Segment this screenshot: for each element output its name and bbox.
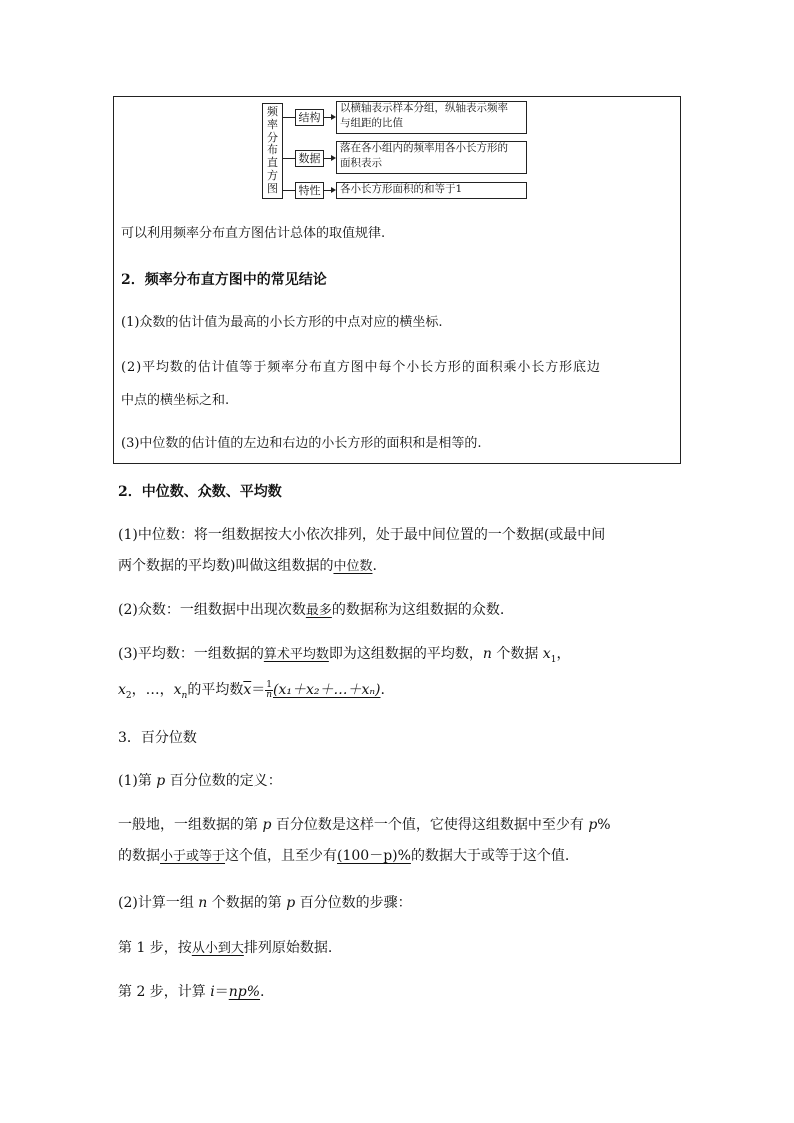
blank-answer: 算术平均数 [263, 647, 329, 662]
paragraph-mean [118, 644, 570, 670]
text: ，…， [131, 682, 174, 698]
blank-answer: (100－p)% [337, 848, 411, 864]
subscript: n [181, 690, 188, 701]
math-var: p [156, 773, 166, 789]
fraction-denominator: n [266, 689, 273, 700]
paragraph-mode [118, 600, 504, 621]
text: 第 1 步，按 [118, 940, 192, 956]
diagram-desc-text: 以横轴表示样本分组，纵轴表示频率 [340, 102, 508, 114]
text: 排列原始数据. [243, 940, 333, 956]
text: 的平均数 [187, 682, 244, 698]
text: % [597, 817, 611, 833]
text: 这个值，且至少有 [225, 848, 338, 864]
text: (2)计算一组 [118, 895, 199, 911]
math-var: n [198, 895, 208, 911]
subscript: 1 [550, 654, 557, 665]
diagram-desc-text: 落在各小组内的频率用各小长方形的 [340, 142, 508, 154]
math-var: n [482, 646, 492, 662]
paragraph-percentile-body [118, 815, 611, 835]
math-var: p [262, 817, 272, 833]
diagram-desc-text: 与组距的比值 [340, 117, 403, 129]
step-2 [118, 982, 264, 1002]
connector [283, 190, 295, 191]
box-item-2: (2)平均数的估计值等于频率分布直方图中每个小长方形的面积乘小长方形底边 [121, 360, 601, 375]
section-heading: 3．百分位数 [118, 730, 197, 746]
diagram-root-label: 频率分布直方图 [267, 105, 278, 195]
text: 个数据的第 [207, 895, 287, 911]
text: (2)众数：一组数据中出现次数 [118, 602, 306, 618]
paragraph-median [118, 556, 377, 577]
paragraph-percentile-body [118, 846, 569, 867]
blank-answer: (x₁＋x₂＋…＋xₙ) [272, 682, 381, 698]
math-var: x [118, 682, 126, 698]
connector [283, 158, 295, 159]
text: 的数据 [118, 848, 160, 864]
blank-answer: 从小到大 [191, 941, 244, 956]
connector [283, 117, 295, 118]
box-item-3: (3)中位数的估计值的左边和右边的小长方形的面积和是相等的. [121, 436, 482, 451]
text: 百分位数的步骤： [295, 895, 412, 911]
text: (1)第 [118, 773, 157, 789]
subscript: 2 [125, 690, 132, 701]
math-var: i [210, 984, 215, 1000]
blank-answer: 中位数 [333, 559, 373, 574]
section-heading: 2．中位数、众数、平均数 [118, 484, 282, 500]
box-intro: 可以利用频率分布直方图估计总体的取值规律. [121, 226, 386, 241]
box-item-1: (1)众数的估计值为最高的小长方形的中点对应的横坐标. [121, 315, 443, 330]
text: 百分位数是这样一个值，它使得这组数据中至少有 [271, 817, 589, 833]
text: (3)平均数：一组数据的 [118, 646, 264, 662]
diagram-branch-label: 数据 [298, 152, 321, 165]
math-var: $\overline{x}$ [243, 682, 252, 698]
paragraph-median: (1)中位数：将一组数据按大小依次排列，处于最中间位置的一个数据(或最中间 [118, 527, 606, 543]
box-item-2: 中点的横坐标之和. [121, 393, 230, 408]
fraction-numerator: 1 [266, 679, 272, 690]
text: 百分位数的定义： [165, 773, 282, 789]
text: . [260, 984, 265, 1000]
fraction [265, 681, 273, 700]
blank-answer: 小于或等于 [160, 849, 226, 864]
text: 第 2 步，计算 [118, 984, 211, 1000]
text: . [380, 682, 385, 698]
text: 个数据 [491, 646, 543, 662]
step-1 [118, 938, 332, 959]
diagram-desc-text: 面积表示 [340, 157, 382, 169]
diagram-desc-text: 各小长方形面积的和等于1 [340, 183, 463, 195]
text: 一般地，一组数据的第 [118, 817, 263, 833]
math-var: p [588, 817, 598, 833]
text: 的数据大于或等于这个值. [410, 848, 570, 864]
text: ， [556, 646, 571, 662]
text: 两个数据的平均数)叫做这组数据的 [118, 558, 334, 574]
paragraph-percentile-def [118, 771, 282, 791]
paragraph-steps-heading [118, 893, 412, 913]
math-var: x [173, 682, 182, 698]
math-var: p [286, 895, 296, 911]
text: 的数据称为这组数据的众数. [331, 602, 505, 618]
blank-answer: 最多 [305, 603, 332, 618]
math-var: x [542, 646, 551, 662]
diagram-branch-label: 结构 [298, 111, 321, 124]
box-heading: 2．频率分布直方图中的常见结论 [121, 272, 327, 288]
diagram-branch-label: 特性 [298, 184, 321, 197]
blank-answer: np% [228, 984, 261, 1000]
text: ＝ [251, 682, 266, 698]
text: . [372, 558, 377, 574]
text: 即为这组数据的平均数， [328, 646, 483, 662]
paragraph-mean-formula [118, 680, 385, 706]
text: ＝ [214, 984, 229, 1000]
